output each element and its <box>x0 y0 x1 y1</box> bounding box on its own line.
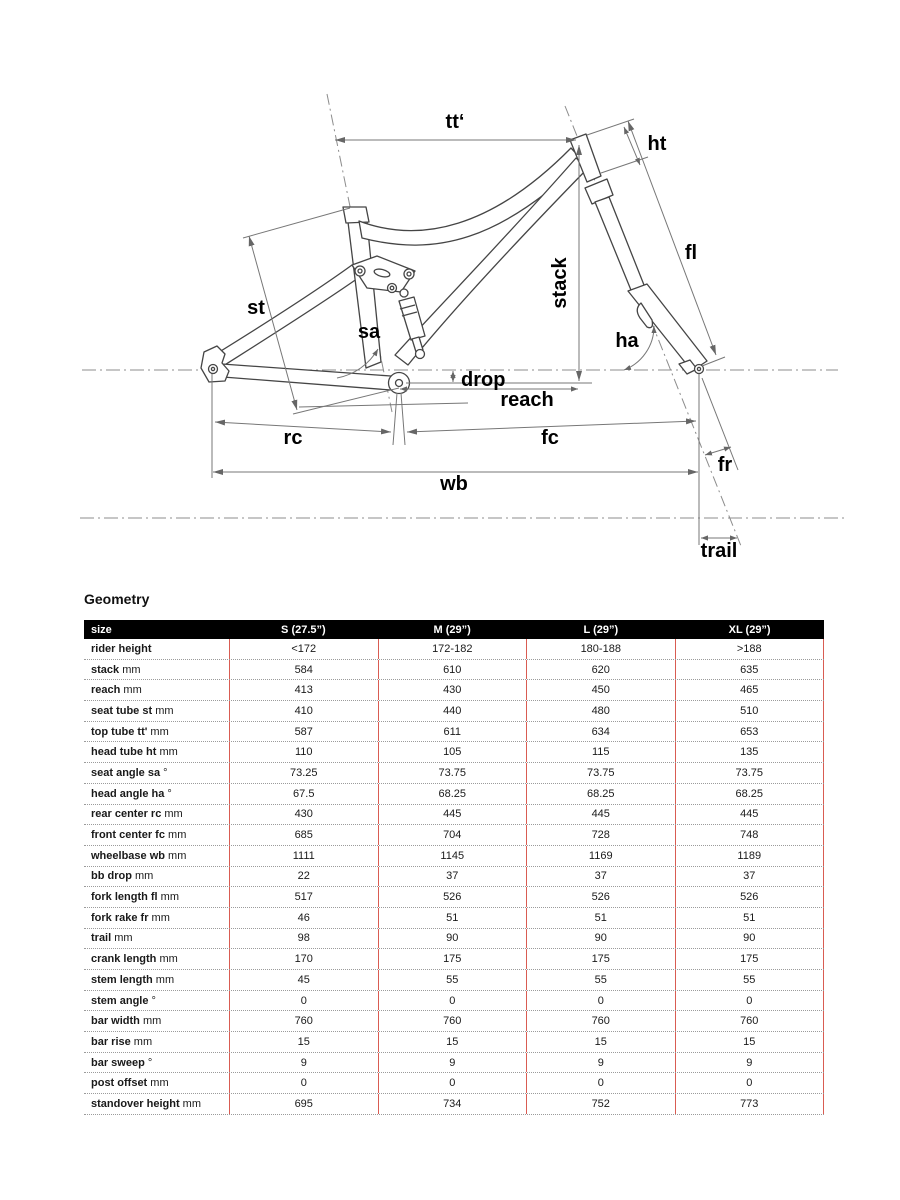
row-value: 175 <box>526 949 675 969</box>
row-value: 526 <box>526 887 675 907</box>
table-row <box>84 991 824 1012</box>
row-value: 73.75 <box>378 763 527 783</box>
geometry-table <box>84 620 824 1115</box>
row-value: 90 <box>526 929 675 949</box>
dimension-lines <box>212 119 738 545</box>
row-value: 170 <box>229 949 378 969</box>
shock-upper-eyelet <box>400 289 408 297</box>
row-label: fork length fl mm <box>91 891 179 904</box>
table-row <box>84 846 824 867</box>
row-label: rear center rc mm <box>91 808 183 821</box>
table-row <box>84 929 824 950</box>
row-value: 728 <box>526 825 675 845</box>
row-label: bar rise mm <box>91 1035 153 1048</box>
rocker-pivot-lower-bolt <box>390 286 394 290</box>
row-label: standover height mm <box>91 1097 202 1110</box>
row-value: <172 <box>229 639 378 659</box>
front-axle-center <box>697 367 700 370</box>
row-value: 135 <box>675 742 825 762</box>
row-value: 15 <box>675 1032 825 1052</box>
row-value: 68.25 <box>526 784 675 804</box>
row-label: bar sweep ° <box>91 1056 153 1069</box>
row-value: 445 <box>675 805 825 825</box>
row-label: fork rake fr mm <box>91 911 170 924</box>
table-row <box>84 742 824 763</box>
bb-extension-left <box>393 393 397 445</box>
row-value: 9 <box>378 1053 527 1073</box>
shock-lower-eyelet <box>416 350 425 359</box>
row-value: 430 <box>378 680 527 700</box>
shock-body <box>399 297 425 340</box>
fork-lowers <box>628 284 707 371</box>
row-value: 15 <box>526 1032 675 1052</box>
wb-label: wb <box>440 473 468 495</box>
row-value: 526 <box>378 887 527 907</box>
row-value: 51 <box>378 908 527 928</box>
reach-label: reach <box>500 389 554 411</box>
row-label: stack mm <box>91 663 141 676</box>
row-value: 0 <box>675 1073 825 1093</box>
row-value: 1189 <box>675 846 825 866</box>
ht-extension-top <box>587 119 634 135</box>
row-value: 760 <box>229 1011 378 1031</box>
row-value: 73.75 <box>675 763 825 783</box>
ht-extension-bottom <box>601 157 648 173</box>
table-row <box>84 1094 824 1115</box>
row-value: 15 <box>229 1032 378 1052</box>
rocker-pivot-left-bolt <box>358 269 362 273</box>
row-value: 15 <box>378 1032 527 1052</box>
table-row <box>84 680 824 701</box>
row-value: 465 <box>675 680 825 700</box>
sa-label: sa <box>357 321 381 343</box>
row-value: 45 <box>229 970 378 990</box>
table-row <box>84 970 824 991</box>
row-label: bar width mm <box>91 1015 162 1028</box>
row-label: rider height <box>91 642 152 655</box>
ha-label: ha <box>615 330 639 352</box>
tt-label: tt‘ <box>445 111 465 133</box>
row-label: crank length mm <box>91 953 178 966</box>
row-value: 635 <box>675 660 825 680</box>
seatstay-tube <box>216 265 361 366</box>
row-value: 68.25 <box>378 784 527 804</box>
row-label: seat angle sa ° <box>91 766 168 779</box>
table-row <box>84 1011 824 1032</box>
row-value: 9 <box>675 1053 825 1073</box>
seat-tube-collar <box>343 207 369 223</box>
row-label: stem length mm <box>91 973 175 986</box>
col-header-xl: XL (29”) <box>728 623 771 636</box>
row-value: 584 <box>229 660 378 680</box>
bottom-bracket-spindle <box>396 380 403 387</box>
drop-label: drop <box>461 369 506 391</box>
row-value: 90 <box>675 929 825 949</box>
row-value: 9 <box>229 1053 378 1073</box>
row-value: 9 <box>526 1053 675 1073</box>
fr-label: fr <box>717 454 733 476</box>
row-value: 51 <box>526 908 675 928</box>
bb-extension-right <box>401 393 405 445</box>
row-value: 748 <box>675 825 825 845</box>
row-label: front center fc mm <box>91 829 187 842</box>
row-label: top tube tt' mm <box>91 725 169 738</box>
row-value: 37 <box>675 867 825 887</box>
frame-outline <box>201 134 707 394</box>
row-value: 0 <box>229 991 378 1011</box>
row-value: 430 <box>229 805 378 825</box>
ht-label: ht <box>647 133 667 155</box>
row-value: 634 <box>526 722 675 742</box>
row-value: 695 <box>229 1094 378 1114</box>
row-value: 0 <box>378 991 527 1011</box>
trail-label: trail <box>700 540 738 562</box>
row-value: 98 <box>229 929 378 949</box>
row-value: 526 <box>675 887 825 907</box>
fl-label: fl <box>684 242 698 264</box>
row-value: 440 <box>378 701 527 721</box>
stack-label: stack <box>549 257 571 309</box>
row-label: head tube ht mm <box>91 746 178 759</box>
row-value: 704 <box>378 825 527 845</box>
row-label: wheelbase wb mm <box>91 849 187 862</box>
col-header-s: S (27.5”) <box>281 623 326 636</box>
row-value: 480 <box>526 701 675 721</box>
col-header-l: L (29”) <box>583 623 619 636</box>
row-value: 1145 <box>378 846 527 866</box>
rear-axle-center <box>211 367 214 370</box>
table-row <box>84 722 824 743</box>
table-header-row <box>84 620 824 639</box>
table-row <box>84 949 824 970</box>
table-row <box>84 660 824 681</box>
row-value: 620 <box>526 660 675 680</box>
row-value: 110 <box>229 742 378 762</box>
col-header-m: M (29”) <box>433 623 471 636</box>
row-label: bb drop mm <box>91 870 154 883</box>
geometry-table-body <box>84 639 824 1115</box>
section-title: Geometry <box>84 591 150 607</box>
row-value: 90 <box>378 929 527 949</box>
table-row <box>84 1053 824 1074</box>
table-row <box>84 805 824 826</box>
row-value: 760 <box>378 1011 527 1031</box>
row-value: 175 <box>675 949 825 969</box>
row-value: 0 <box>526 991 675 1011</box>
rc-label: rc <box>283 427 303 449</box>
row-value: 410 <box>229 701 378 721</box>
row-label: head angle ha ° <box>91 787 172 800</box>
row-value: 105 <box>378 742 527 762</box>
row-value: 172-182 <box>378 639 527 659</box>
st-extension-bottom <box>293 388 399 414</box>
st-label: st <box>247 297 265 319</box>
row-value: 685 <box>229 825 378 845</box>
row-value: 610 <box>378 660 527 680</box>
row-label: seat tube st mm <box>91 704 174 717</box>
table-row <box>84 784 824 805</box>
row-value: 46 <box>229 908 378 928</box>
row-value: 587 <box>229 722 378 742</box>
rc-dim-line <box>215 422 391 432</box>
table-row <box>84 763 824 784</box>
row-label: stem angle ° <box>91 994 156 1007</box>
fc-label: fc <box>541 427 559 449</box>
row-value: 175 <box>378 949 527 969</box>
row-label: trail mm <box>91 932 133 945</box>
sa-horizontal-ref <box>299 403 468 407</box>
row-value: 37 <box>526 867 675 887</box>
row-value: 0 <box>675 991 825 1011</box>
row-value: 752 <box>526 1094 675 1114</box>
row-value: 0 <box>378 1073 527 1093</box>
table-row <box>84 825 824 846</box>
table-row <box>84 908 824 929</box>
row-value: 1111 <box>229 846 378 866</box>
row-label: post offset mm <box>91 1077 169 1090</box>
col-header-size: size <box>91 623 112 636</box>
row-value: 517 <box>229 887 378 907</box>
row-value: 760 <box>675 1011 825 1031</box>
row-value: 0 <box>526 1073 675 1093</box>
row-value: >188 <box>675 639 825 659</box>
row-value: 55 <box>675 970 825 990</box>
row-value: 55 <box>378 970 527 990</box>
row-label: reach mm <box>91 684 142 697</box>
fork-stanchion <box>595 197 646 295</box>
table-row <box>84 1073 824 1094</box>
row-value: 734 <box>378 1094 527 1114</box>
table-row <box>84 1032 824 1053</box>
table-row <box>84 867 824 888</box>
row-value: 0 <box>229 1073 378 1093</box>
rocker-pivot-right-bolt <box>407 272 411 276</box>
row-value: 773 <box>675 1094 825 1114</box>
row-value: 450 <box>526 680 675 700</box>
row-value: 37 <box>378 867 527 887</box>
table-row <box>84 887 824 908</box>
seat-tube <box>348 221 381 368</box>
row-value: 445 <box>526 805 675 825</box>
row-value: 180-188 <box>526 639 675 659</box>
row-value: 55 <box>526 970 675 990</box>
row-value: 510 <box>675 701 825 721</box>
st-extension-top <box>243 208 350 238</box>
row-value: 611 <box>378 722 527 742</box>
row-value: 51 <box>675 908 825 928</box>
row-value: 653 <box>675 722 825 742</box>
row-value: 73.75 <box>526 763 675 783</box>
row-value: 1169 <box>526 846 675 866</box>
row-value: 445 <box>378 805 527 825</box>
row-value: 115 <box>526 742 675 762</box>
bike-geometry-diagram <box>0 0 900 575</box>
row-value: 67.5 <box>229 784 378 804</box>
table-row <box>84 701 824 722</box>
row-value: 68.25 <box>675 784 825 804</box>
table-row <box>84 639 824 660</box>
row-value: 73.25 <box>229 763 378 783</box>
row-value: 760 <box>526 1011 675 1031</box>
row-value: 413 <box>229 680 378 700</box>
row-value: 22 <box>229 867 378 887</box>
